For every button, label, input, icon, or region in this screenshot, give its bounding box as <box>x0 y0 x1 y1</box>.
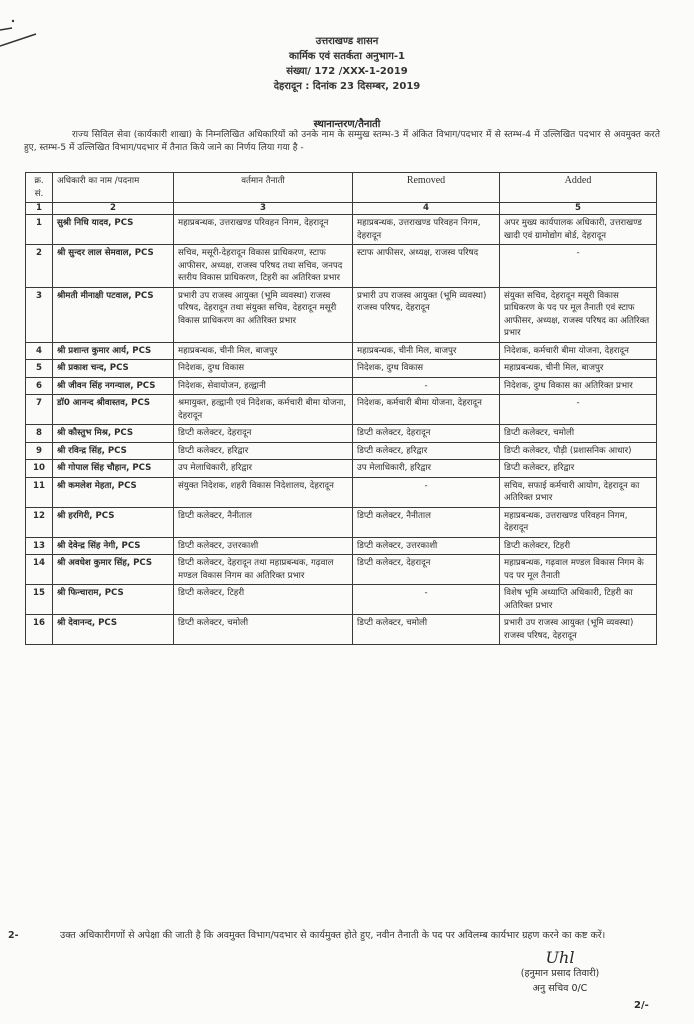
table-header-row <box>26 173 657 203</box>
table-row <box>26 395 657 425</box>
table-row <box>26 507 657 537</box>
serial-cell: 2 <box>26 245 53 288</box>
col-number: 1 <box>26 203 53 215</box>
officer-name-cell: श्री देवानन्द, PCS <box>53 615 174 645</box>
current-posting-cell: श्रमायुक्त, हल्द्वानी एवं निदेशक, कर्मचारी बीमा योजना, देहरादून <box>174 395 353 425</box>
removed-cell: निदेशक, दुग्ध विकास <box>353 360 500 378</box>
current-posting-cell: डिप्टी कलेक्टर, नैनीताल <box>174 507 353 537</box>
added-cell: प्रभारी उप राजस्व आयुक्त (भूमि व्यवस्था) राजस्व परिषद, देहरादून <box>500 615 657 645</box>
current-posting-cell: महाप्रबन्धक, चीनी मिल, बाजपुर <box>174 342 353 360</box>
header-removed: Removed <box>353 173 500 203</box>
serial-cell: 9 <box>26 442 53 460</box>
table-row <box>26 460 657 478</box>
col-number: 5 <box>500 203 657 215</box>
officer-name-cell: श्री अवधेश कुमार सिंह, PCS <box>53 555 174 585</box>
header-added: Added <box>500 173 657 203</box>
serial-cell: 8 <box>26 425 53 443</box>
column-number-row <box>26 203 657 215</box>
officer-name-cell: सुश्री निधि यादव, PCS <box>53 215 174 245</box>
table-row <box>26 360 657 378</box>
serial-cell: 3 <box>26 287 53 342</box>
header-serial: क्र. सं. <box>26 173 53 203</box>
officer-name-cell: श्री गोपाल सिंह चौहान, PCS <box>53 460 174 478</box>
added-cell: डिप्टी कलेक्टर, हरिद्वार <box>500 460 657 478</box>
current-posting-cell: डिप्टी कलेक्टर, चमोली <box>174 615 353 645</box>
serial-cell: 14 <box>26 555 53 585</box>
header-name: अधिकारी का नाम /पदनाम <box>53 173 174 203</box>
added-cell: निदेशक, कर्मचारी बीमा योजना, देहरादून <box>500 342 657 360</box>
removed-cell: उप मेलाधिकारी, हरिद्वार <box>353 460 500 478</box>
added-cell: विशेष भूमि अध्याप्ति अधिकारी, टिहरी का अतिरिक्त प्रभार <box>500 585 657 615</box>
serial-cell: 15 <box>26 585 53 615</box>
paragraph-text: उक्त अधिकारीगणों से अपेक्षा की जाती है कि अवमुक्त विभाग/पदभार से कार्यमुक्त होते हुए, नवीन तैनाती के पद पर अविलम्ब कार्यभार ग्रहण करने का कष्ट करें। <box>60 930 606 941</box>
serial-cell: 13 <box>26 537 53 555</box>
officer-name-cell: श्री रविन्द्र सिंह, PCS <box>53 442 174 460</box>
removed-cell: डिप्टी कलेक्टर, चमोली <box>353 615 500 645</box>
table-row <box>26 585 657 615</box>
removed-cell: डिप्टी कलेक्टर, नैनीताल <box>353 507 500 537</box>
current-posting-cell: डिप्टी कलेक्टर, उत्तरकाशी <box>174 537 353 555</box>
officer-name-cell: श्री सुन्दर लाल सेमवाल, PCS <box>53 245 174 288</box>
signatory-name: (हनुमान प्रसाद तिवारी) <box>520 968 600 979</box>
table-row <box>26 555 657 585</box>
added-cell: महाप्रबन्धक, गढ़वाल मण्डल विकास निगम के पद पर मूल तैनाती <box>500 555 657 585</box>
table-row <box>26 425 657 443</box>
govt-name: उत्तराखण्ड शासन <box>315 36 379 47</box>
officer-name-cell: डॉ0 आनन्द श्रीवास्तव, PCS <box>53 395 174 425</box>
table-row <box>26 342 657 360</box>
order-number: संख्या/ 172 /XXX-1-2019 <box>286 66 408 77</box>
removed-cell: डिप्टी कलेक्टर, देहरादून <box>353 425 500 443</box>
current-posting-cell: डिप्टी कलेक्टर, देहरादून <box>174 425 353 443</box>
current-posting-cell: निदेशक, दुग्ध विकास <box>174 360 353 378</box>
signature-mark: Uhl <box>545 948 575 967</box>
serial-cell: 7 <box>26 395 53 425</box>
serial-cell: 11 <box>26 477 53 507</box>
serial-cell: 1 <box>26 215 53 245</box>
added-cell: सचिव, सफाई कर्मचारी आयोग, देहरादून का अतिरिक्त प्रभार <box>500 477 657 507</box>
table-row <box>26 245 657 288</box>
added-cell: अपर मुख्य कार्यपालक अधिकारी, उत्तराखण्ड खादी एवं ग्रामोद्योग बोर्ड, देहरादून <box>500 215 657 245</box>
added-cell: महाप्रबन्धक, चीनी मिल, बाजपुर <box>500 360 657 378</box>
removed-cell: डिप्टी कलेक्टर, हरिद्वार <box>353 442 500 460</box>
serial-cell: 10 <box>26 460 53 478</box>
current-posting-cell: प्रभारी उप राजस्व आयुक्त (भूमि व्यवस्था) राजस्व परिषद, देहरादून तथा संयुक्त सचिव, देहरादून मसूरी विकास प्राधिकरण का अतिरिक्त प्रभार <box>174 287 353 342</box>
current-posting-cell: उप मेलाधिकारी, हरिद्वार <box>174 460 353 478</box>
current-posting-cell: डिप्टी कलेक्टर, टिहरी <box>174 585 353 615</box>
removed-cell: - <box>353 477 500 507</box>
added-cell: - <box>500 245 657 288</box>
added-cell: निदेशक, दुग्ध विकास का अतिरिक्त प्रभार <box>500 377 657 395</box>
order-date: देहरादून : दिनांक 23 दिसम्बर, 2019 <box>273 81 421 92</box>
current-posting-cell: डिप्टी कलेक्टर, हरिद्वार <box>174 442 353 460</box>
serial-cell: 5 <box>26 360 53 378</box>
serial-cell: 12 <box>26 507 53 537</box>
paragraph-number: 2- <box>8 930 19 941</box>
removed-cell: महाप्रबन्धक, उत्तराखण्ड परिवहन निगम, देहरादून <box>353 215 500 245</box>
added-cell: डिप्टी कलेक्टर, चमोली <box>500 425 657 443</box>
serial-cell: 4 <box>26 342 53 360</box>
removed-cell: डिप्टी कलेक्टर, उत्तरकाशी <box>353 537 500 555</box>
removed-cell: महाप्रबन्धक, चीनी मिल, बाजपुर <box>353 342 500 360</box>
current-posting-cell: महाप्रबन्धक, उत्तराखण्ड परिवहन निगम, देहरादून <box>174 215 353 245</box>
header-current-posting: वर्तमान तैनाती <box>174 173 353 203</box>
table-row <box>26 477 657 507</box>
removed-cell: निदेशक, कर्मचारी बीमा योजना, देहरादून <box>353 395 500 425</box>
table-row <box>26 377 657 395</box>
col-number: 3 <box>174 203 353 215</box>
signatory-designation: अनु सचिव 0/C <box>532 983 588 994</box>
officer-name-cell: श्री देवेन्द्र सिंह नेगी, PCS <box>53 537 174 555</box>
instruction-paragraph <box>8 928 663 944</box>
col-number: 2 <box>53 203 174 215</box>
signature-block <box>480 950 640 996</box>
current-posting-cell: सचिव, मसूरी-देहरादून विकास प्राधिकरण, स्टाफ आफीसर, अध्यक्ष, राजस्व परिषद तथा सचिव, जनपद स्तरीय विकास प्राधिकरण, टिहरी का अतिरिक्त प्रभार <box>174 245 353 288</box>
table-row <box>26 442 657 460</box>
removed-cell: - <box>353 377 500 395</box>
serial-cell: 6 <box>26 377 53 395</box>
removed-cell: डिप्टी कलेक्टर, देहरादून <box>353 555 500 585</box>
removed-cell: - <box>353 585 500 615</box>
table-row <box>26 215 657 245</box>
transfer-table <box>25 172 657 645</box>
added-cell: महाप्रबन्धक, उत्तराखण्ड परिवहन निगम, देहरादून <box>500 507 657 537</box>
officer-name-cell: श्री फिन्चाराम, PCS <box>53 585 174 615</box>
officer-name-cell: श्रीमती मीनाक्षी पटवाल, PCS <box>53 287 174 342</box>
serial-cell: 16 <box>26 615 53 645</box>
subject-title: स्थानान्तरण/तैनाती <box>313 119 381 130</box>
added-cell: - <box>500 395 657 425</box>
current-posting-cell: संयुक्त निदेशक, शहरी विकास निदेशालय, देहरादून <box>174 477 353 507</box>
removed-cell: प्रभारी उप राजस्व आयुक्त (भूमि व्यवस्था) राजस्व परिषद, देहरादून <box>353 287 500 342</box>
officer-name-cell: श्री हरगिरी, PCS <box>53 507 174 537</box>
letterhead <box>0 34 694 94</box>
officer-name-cell: श्री प्रकाश चन्द, PCS <box>53 360 174 378</box>
officer-name-cell: श्री कमलेश मेहता, PCS <box>53 477 174 507</box>
added-cell: डिप्टी कलेक्टर, पौड़ी (प्रशासनिक आधार) <box>500 442 657 460</box>
table-row <box>26 537 657 555</box>
col-number: 4 <box>353 203 500 215</box>
added-cell: डिप्टी कलेक्टर, टिहरी <box>500 537 657 555</box>
current-posting-cell: डिप्टी कलेक्टर, देहरादून तथा महाप्रबन्धक, गढ़वाल मण्डल विकास निगम का अतिरिक्त प्रभार <box>174 555 353 585</box>
table-row <box>26 287 657 342</box>
added-cell: संयुक्त सचिव, देहरादून मसूरी विकास प्राधिकरण के पद पर मूल तैनाती एवं स्टाफ आफीसर, अध्यक्ष, राजस्व परिषद का अतिरिक्त प्रभार <box>500 287 657 342</box>
intro-paragraph: राज्य सिविल सेवा (कार्यकारी शाखा) के निम्नलिखित अधिकारियों को उनके नाम के सम्मुख स्तम्भ-3 में अंकित विभाग/पदभार में से स्तम्भ-4 में उल्लिखित पदभार से अवमुक्त करते हुए, स्तम्भ-5 में उल्लिखित विभाग/पदभार में तैनात किये जाने का निर्णय लिया गया है - <box>24 130 660 153</box>
removed-cell: स्टाफ आफीसर, अध्यक्ष, राजस्व परिषद <box>353 245 500 288</box>
current-posting-cell: निदेशक, सेवायोजन, हल्द्वानी <box>174 377 353 395</box>
page-continuation-marker: 2/- <box>634 1000 649 1011</box>
officer-name-cell: श्री कौस्तुभ मिश्र, PCS <box>53 425 174 443</box>
table-row <box>26 615 657 645</box>
department-name: कार्मिक एवं सतर्कता अनुभाग-1 <box>288 51 406 62</box>
officer-name-cell: श्री जीवन सिंह नगन्याल, PCS <box>53 377 174 395</box>
officer-name-cell: श्री प्रशान्त कुमार आर्य, PCS <box>53 342 174 360</box>
